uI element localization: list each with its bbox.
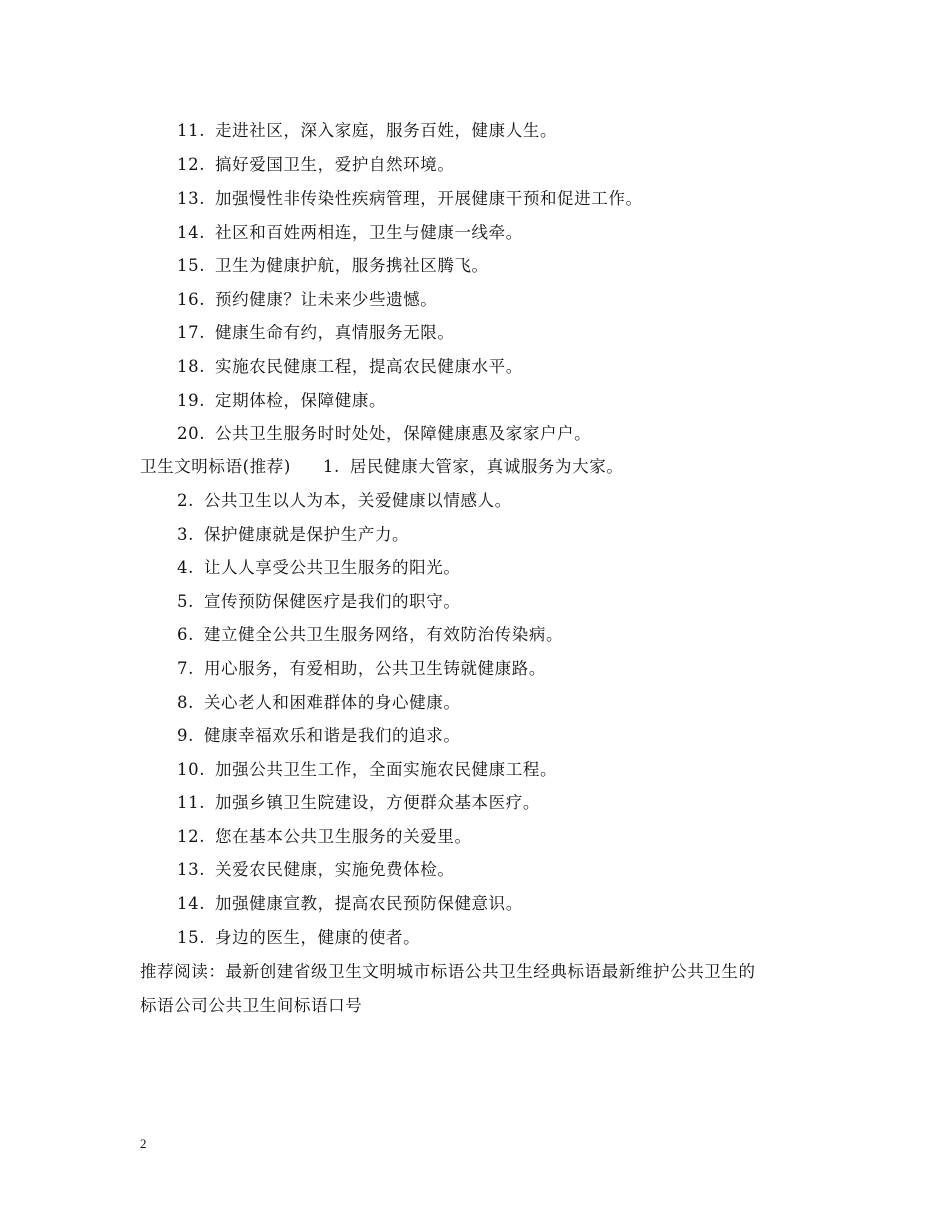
list-item-number: 14. <box>177 223 206 242</box>
list-item-number: 15. <box>177 256 206 275</box>
list-item-number: 5. <box>177 592 194 611</box>
list-item <box>177 826 472 848</box>
list-item-number: 13. <box>177 860 206 879</box>
list-item-text: 公共卫生以人为本，关爱健康以情感人。 <box>203 491 512 510</box>
list-item-text: 身边的医生，健康的使者。 <box>215 928 421 947</box>
recommended-reading-line-2: 标语公司公共卫生间标语口号 <box>140 996 363 1015</box>
list-item-text: 保护健康就是保护生产力。 <box>203 525 410 544</box>
list-item-text: 健康生命有约，真情服务无限。 <box>215 323 455 342</box>
list-item <box>177 356 523 378</box>
list-item-text: 关爱农民健康，实施免费体检。 <box>215 860 455 879</box>
section-heading: 卫生文明标语(推荐) <box>140 457 291 476</box>
list-item <box>177 658 546 680</box>
list-item-text: 预约健康？让未来少些遗憾。 <box>215 290 438 309</box>
section-heading-line <box>140 456 623 478</box>
list-item-text: 居民健康大管家，真诚服务为大家。 <box>349 457 624 476</box>
list-item-text: 关心老人和困难群体的身心健康。 <box>203 693 461 712</box>
list-item-text: 用心服务，有爱相助，公共卫生铸就健康路。 <box>203 659 546 678</box>
list-item <box>177 289 437 311</box>
list-item <box>177 154 454 176</box>
list-item <box>177 759 557 781</box>
list-item-number: 19. <box>177 391 206 410</box>
list-item <box>177 490 512 512</box>
list-item-number: 8. <box>177 693 194 712</box>
recommended-reading-line-1: 推荐阅读：最新创建省级卫生文明城市标语公共卫生经典标语最新维护公共卫生的 <box>140 962 756 981</box>
list-item-number: 2. <box>177 491 194 510</box>
list-item-text: 健康幸福欢乐和谐是我们的追求。 <box>203 726 461 745</box>
list-item-number: 4. <box>177 558 194 577</box>
list-item <box>177 423 591 445</box>
list-item-number: 7. <box>177 659 194 678</box>
list-item-text: 加强乡镇卫生院建设，方便群众基本医疗。 <box>215 793 540 812</box>
list-item-number: 11. <box>177 793 206 812</box>
list-item <box>177 222 523 244</box>
list-item-number: 13. <box>177 189 206 208</box>
list-item-number: 10. <box>177 760 206 779</box>
list-item-text: 实施农民健康工程，提高农民健康水平。 <box>215 357 523 376</box>
list-item-text: 宣传预防保健医疗是我们的职守。 <box>203 592 461 611</box>
list-item <box>177 524 409 546</box>
list-item-number: 12. <box>177 155 206 174</box>
list-item <box>177 557 460 579</box>
list-item-number: 11. <box>177 121 206 140</box>
list-item-number: 20. <box>177 424 206 443</box>
list-item-number: 14. <box>177 894 206 913</box>
list-item-text: 加强公共卫生工作，全面实施农民健康工程。 <box>215 760 558 779</box>
list-item-number: 17. <box>177 323 206 342</box>
list-item-number: 15. <box>177 928 206 947</box>
list-item-number: 3. <box>177 525 194 544</box>
page-number: 2 <box>140 1136 147 1151</box>
list-item-number: 18. <box>177 357 206 376</box>
list-item <box>177 322 454 344</box>
list-item-text: 让人人享受公共卫生服务的阳光。 <box>203 558 461 577</box>
list-item-text: 加强慢性非传染性疾病管理，开展健康干预和促进工作。 <box>215 189 643 208</box>
list-item-text: 建立健全公共卫生服务网络，有效防治传染病。 <box>203 625 564 644</box>
list-item-text: 定期体检，保障健康。 <box>215 391 387 410</box>
list-item-number: 12. <box>177 827 206 846</box>
list-item <box>177 859 454 881</box>
list-item <box>177 692 460 714</box>
list-item-text: 卫生为健康护航，服务携社区腾飞。 <box>215 256 489 275</box>
list-item <box>177 255 489 277</box>
list-item-text: 加强健康宣教，提高农民预防保健意识。 <box>215 894 523 913</box>
list-item <box>177 390 386 412</box>
list-item-text: 搞好爱国卫生，爱护自然环境。 <box>215 155 455 174</box>
list-item-text: 您在基本公共卫生服务的关爱里。 <box>215 827 472 846</box>
list-item-number: 6. <box>177 625 194 644</box>
list-item <box>177 120 557 142</box>
list-item <box>177 893 523 915</box>
list-item <box>177 624 563 646</box>
list-item <box>177 792 540 814</box>
list-item <box>177 188 643 210</box>
list-item-number: 16. <box>177 290 206 309</box>
list-item <box>177 591 460 613</box>
list-item-text: 走进社区，深入家庭，服务百姓，健康人生。 <box>215 121 558 140</box>
list-item-text: 社区和百姓两相连，卫生与健康一线牵。 <box>215 223 523 242</box>
list-item <box>177 927 420 949</box>
list-item <box>177 725 460 747</box>
list-item-number: 9. <box>177 726 194 745</box>
list-item-number: 1. <box>322 457 340 476</box>
list-item-text: 公共卫生服务时时处处，保障健康惠及家家户户。 <box>215 424 592 443</box>
